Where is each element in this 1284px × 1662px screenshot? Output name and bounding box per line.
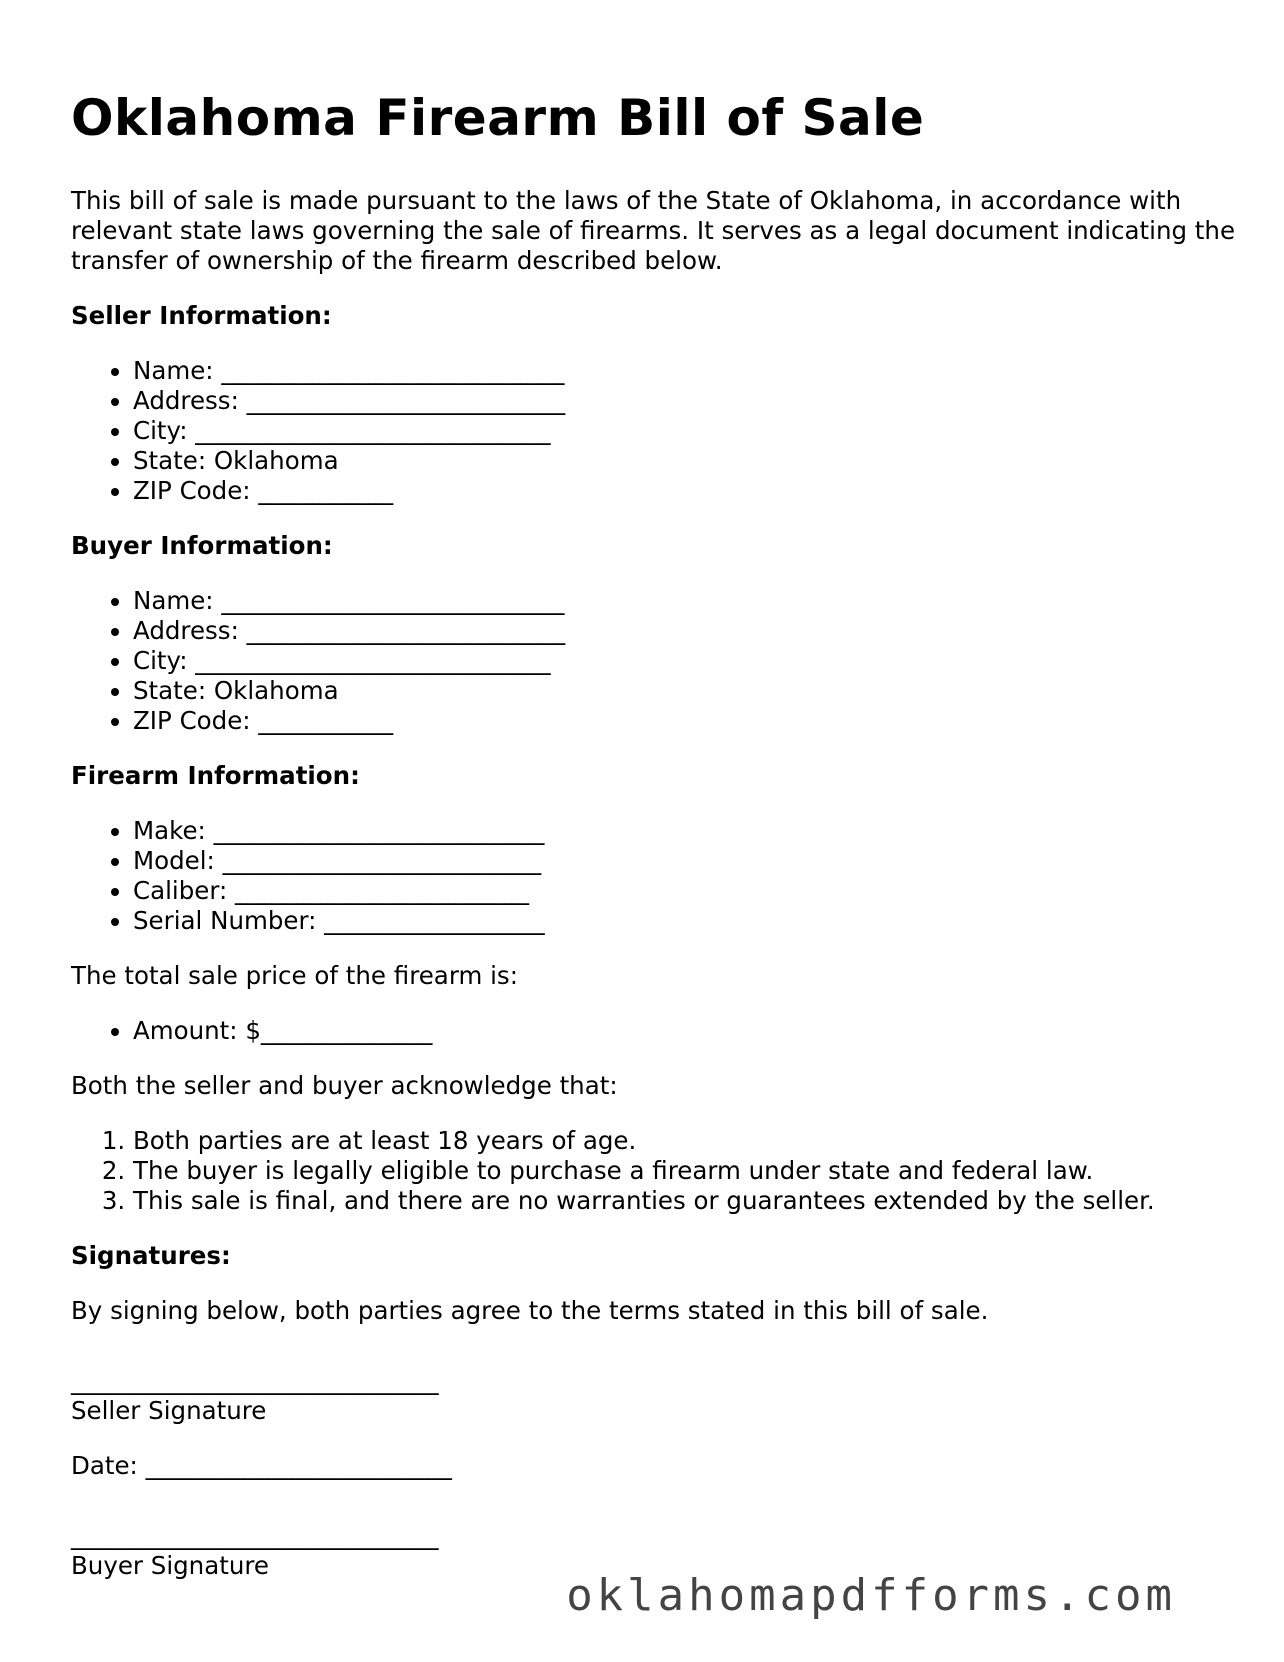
seller-heading: Seller Information:	[71, 301, 332, 330]
seller-signature-line: ______________________________	[71, 1366, 439, 1395]
buyer-name-field: • Name: ____________________________	[133, 586, 1251, 616]
date-field: Date: _________________________	[71, 1451, 452, 1480]
page-title: Oklahoma Firearm Bill of Sale	[71, 89, 925, 147]
seller-list	[71, 356, 1251, 506]
acknowledge-intro: Both the seller and buyer acknowledge that:	[71, 1071, 618, 1100]
buyer-signature-line: ______________________________	[71, 1521, 439, 1550]
buyer-address-field: • Address: __________________________	[133, 616, 1251, 646]
acknowledge-item: 3. This sale is final, and there are no warranties or guarantees extended by the seller.	[133, 1186, 1251, 1216]
acknowledge-item: 1. Both parties are at least 18 years of age.	[133, 1126, 1251, 1156]
signatures-heading: Signatures:	[71, 1241, 231, 1270]
seller-signature-label: Seller Signature	[71, 1396, 267, 1425]
acknowledge-item: 2. The buyer is legally eligible to purchase a firearm under state and federal law.	[133, 1156, 1251, 1186]
seller-signature-block	[71, 1366, 1251, 1426]
document-page	[71, 88, 1251, 1606]
firearm-make-field: • Make: ___________________________	[133, 816, 1251, 846]
price-list	[71, 1016, 1251, 1046]
acknowledge-list	[71, 1126, 1251, 1216]
seller-name-field: • Name: ____________________________	[133, 356, 1251, 386]
amount-field: • Amount: $______________	[133, 1016, 1251, 1046]
site-watermark: oklahomapdfforms.com	[566, 1570, 1176, 1621]
price-intro: The total sale price of the firearm is:	[71, 961, 518, 990]
intro-paragraph: This bill of sale is made pursuant to the laws of the State of Oklahoma, in accordance with relevant state laws governing the sale of firearms. It serves as a legal document indicating the transfer of ownership of the firearm described below.	[71, 186, 1236, 275]
signatures-text: By signing below, both parties agree to the terms stated in this bill of sale.	[71, 1296, 989, 1325]
seller-address-field: • Address: __________________________	[133, 386, 1251, 416]
buyer-heading: Buyer Information:	[71, 531, 333, 560]
buyer-city-field: • City: _____________________________	[133, 646, 1251, 676]
buyer-list	[71, 586, 1251, 736]
firearm-heading: Firearm Information:	[71, 761, 360, 790]
firearm-caliber-field: • Caliber: ________________________	[133, 876, 1251, 906]
firearm-serial-field: • Serial Number: __________________	[133, 906, 1251, 936]
firearm-model-field: • Model: __________________________	[133, 846, 1251, 876]
seller-state-field: • State: Oklahoma	[133, 446, 1251, 476]
firearm-list	[71, 816, 1251, 936]
buyer-zip-field: • ZIP Code: ___________	[133, 706, 1251, 736]
buyer-state-field: • State: Oklahoma	[133, 676, 1251, 706]
seller-zip-field: • ZIP Code: ___________	[133, 476, 1251, 506]
buyer-signature-label: Buyer Signature	[71, 1551, 269, 1580]
seller-city-field: • City: _____________________________	[133, 416, 1251, 446]
